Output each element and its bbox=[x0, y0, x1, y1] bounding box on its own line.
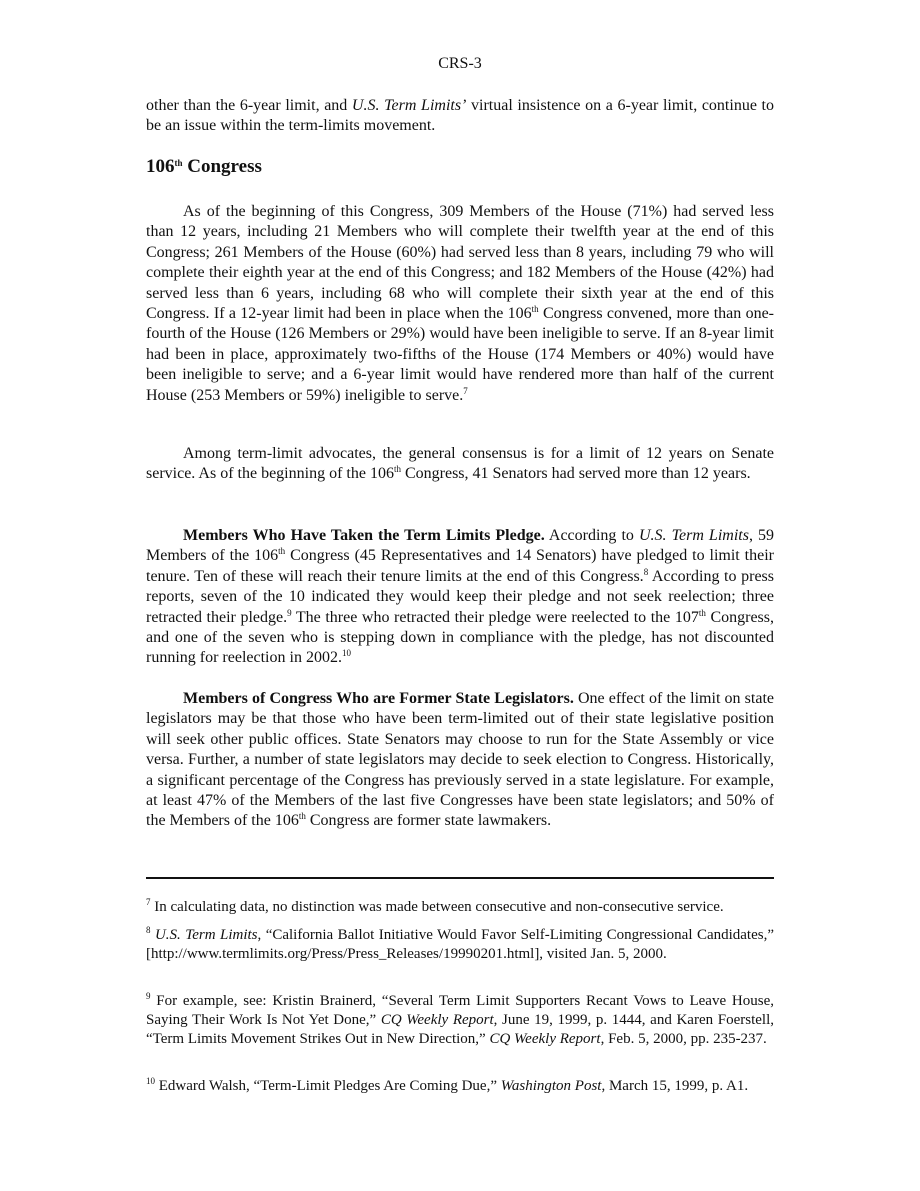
intro-text-2: virtual insistence on a 6-year limit, continue to be an issue within the term-limits movement. bbox=[146, 97, 774, 135]
intro-emphasis: U.S. Term Limits’ bbox=[351, 97, 467, 114]
para3-text-1: According to bbox=[544, 527, 639, 544]
footnote-9-emphasis-2: CQ Weekly Report bbox=[489, 1031, 601, 1048]
footnote-ref-9[interactable]: 9 bbox=[287, 607, 292, 618]
para3-text-3: Congress (45 Representatives and 14 Senators) have pledged to limit their tenure. Ten of these will reach their tenure limits at the end of this Congress. bbox=[146, 547, 774, 585]
intro-continuation-paragraph bbox=[146, 96, 774, 137]
footnote-10-text-1: Edward Walsh, “Term-Limit Pledges Are Coming Due,” bbox=[155, 1078, 501, 1094]
footnote-9-text-1: For example, see: Kristin Brainerd, “Several Term Limit Supporters Recant Vows to Leave House, Saying Their Work Is Not Yet Done,” bbox=[146, 993, 774, 1029]
paragraph-former-state-legislators bbox=[146, 689, 774, 832]
para2-text-1: Among term-limit advocates, the general consensus is for a limit of 12 years on Senate service. As of the beginning of the 106 bbox=[146, 445, 774, 483]
intro-text-1: other than the 6-year limit, and bbox=[146, 97, 352, 114]
para3-text-4: According to press reports, seven of the 10 indicated they would keep their pledge and not seek reelection; three retracted their pledge. bbox=[146, 567, 774, 626]
footnote-10-emphasis: Washington Post bbox=[500, 1078, 602, 1094]
footnote-9 bbox=[146, 992, 774, 1050]
footnote-10 bbox=[146, 1077, 774, 1096]
para3-superscript-1: th bbox=[278, 546, 286, 557]
footnote-10-number: 10 bbox=[146, 1076, 155, 1086]
footnote-ref-10[interactable]: 10 bbox=[341, 648, 351, 659]
para4-run-in-heading: Members of Congress Who are Former State Legislators. bbox=[183, 690, 574, 707]
footnote-7-text: In calculating data, no distinction was made between consecutive and non-consecutive service. bbox=[150, 899, 724, 915]
para3-text-6: Congress, and one of the seven who is stepping down in compliance with the pledge, has not discounted running for reelection in 2002. bbox=[146, 608, 775, 667]
footnote-8-number: 8 bbox=[146, 925, 151, 935]
paragraph-senate-service bbox=[146, 444, 774, 485]
para3-run-in-heading: Members Who Have Taken the Term Limits Pledge. bbox=[183, 527, 545, 544]
paragraph-term-limits-pledge bbox=[146, 526, 774, 669]
heading-rest: Congress bbox=[182, 156, 262, 177]
para3-text-5: The three who retracted their pledge were reelected to the 107 bbox=[291, 608, 699, 626]
para1-superscript: th bbox=[531, 304, 539, 315]
para1-text-1: As of the beginning of this Congress, 309 Members of the House (71%) had served less than 12 years, including 21 Members who will complete their twelfth year at the end of this Congress; 261 Members of the House (60%) had served less than 8 years, including 79 who will complete their eighth year at the end of this Congress; and 182 Members of the House (42%) had served less than 6 years, including 68 who will complete their sixth year at the end of this Congress. If a 12-year limit had been in place when the 106 bbox=[146, 203, 774, 323]
page-header: CRS-3 bbox=[438, 55, 482, 72]
footnote-10-text-2: , March 15, 1999, p. A1. bbox=[601, 1078, 749, 1094]
footnote-7-number: 7 bbox=[146, 897, 151, 907]
para1-text-2: Congress convened, more than one-fourth of the House (126 Members or 29%) would have been ineligible to serve. If an 8-year limit had been in place, approximately two-fifths of the House (174 Members or 40%) would have been ineligible to serve; and a 6-year limit would have rendered more than half of the current House (253 Members or 59%) ineligible to serve. bbox=[146, 305, 774, 404]
para3-emphasis: U.S. Term Limits bbox=[638, 527, 749, 544]
footnote-7 bbox=[146, 898, 774, 917]
heading-superscript: th bbox=[174, 158, 183, 168]
paragraph-house-service bbox=[146, 202, 774, 406]
footnote-divider bbox=[146, 877, 774, 879]
para3-text-2: , 59 Members of the 106 bbox=[146, 527, 775, 565]
footnote-9-text-3: , Feb. 5, 2000, pp. 235-237. bbox=[600, 1031, 767, 1048]
footnote-ref-8[interactable]: 8 bbox=[643, 566, 649, 577]
para4-superscript: th bbox=[298, 811, 306, 822]
footnote-9-number: 9 bbox=[146, 991, 151, 1001]
footnote-9-emphasis-1: CQ Weekly Report bbox=[380, 1012, 494, 1029]
section-heading bbox=[146, 156, 262, 178]
footnote-8 bbox=[146, 926, 774, 964]
para4-text-1: One effect of the limit on state legislators may be that those who have been term-limited out of their state legislative position will seek other public offices. State Senators may choose to run for the State Assembly or vice versa. Further, a number of state legislators may decide to seek election to Congress. Historically, a significant percentage of the Congress has previously served in a state legislature. For example, at least 47% of the Members of the last five Congresses have been state legislators; and 50% of the Members of the 106 bbox=[146, 690, 774, 830]
para2-superscript: th bbox=[393, 464, 401, 475]
footnote-ref-7[interactable]: 7 bbox=[463, 385, 468, 396]
para2-text-2: Congress, 41 Senators had served more than 12 years. bbox=[400, 465, 751, 483]
heading-number: 106 bbox=[146, 156, 175, 177]
footnote-8-emphasis: U.S. Term Limits bbox=[154, 927, 258, 943]
footnote-9-text-2: , June 19, 1999, p. 1444, and Karen Foerstell, “Term Limits Movement Strikes Out in New Direction,” bbox=[146, 1012, 774, 1048]
footnote-8-text: , “California Ballot Initiative Would Favor Self-Limiting Congressional Candidates,” [http://www.termlimits.org/Press/Press_Releases/19990201.html], visited Jan. 5, 2000. bbox=[146, 927, 775, 963]
para4-text-2: Congress are former state lawmakers. bbox=[305, 812, 552, 830]
para3-superscript-2: th bbox=[698, 607, 706, 618]
